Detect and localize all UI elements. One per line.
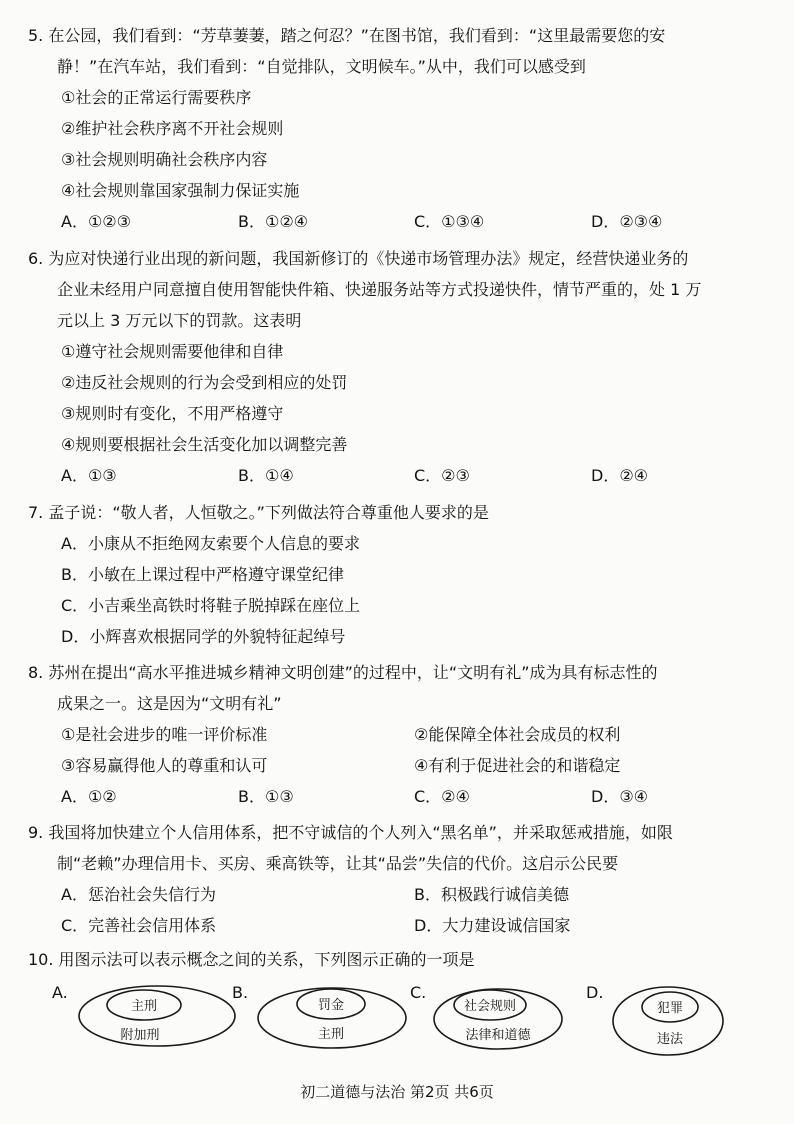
question-9-stem-line-1: 9. 我国将加快建立个人信用体系，把不守诚信的个人列入“黑名单”，并采取惩戒措施，如限 (28, 823, 673, 842)
question-8-option-4: ④有利于促进社会的和谐稳定 (414, 756, 621, 775)
question-8-choice-c[interactable]: C．②④ (414, 787, 470, 806)
question-7-option-b[interactable]: B．小敏在上课过程中严格遵守课堂纪律 (61, 565, 344, 584)
question-10 (28, 944, 754, 975)
figure-d-outer-label: 违法 (656, 1032, 684, 1047)
figure-b-inner-label: 罚金 (317, 998, 345, 1013)
question-6-stem-line-2: 企业未经用户同意擅自使用智能快件箱、快递服务站等方式投递快件，情节严重的，处 1 万 (57, 280, 702, 299)
question-9-option-c[interactable]: C．完善社会信用体系 (61, 916, 217, 935)
figure-a-inner-label: 主刑 (130, 999, 158, 1014)
question-6-stem-line-3: 元以上 3 万元以下的罚款。这表明 (57, 311, 302, 330)
question-6-choice-c[interactable]: C．②③ (414, 466, 470, 485)
question-8-option-1: ①是社会进步的唯一评价标准 (61, 725, 268, 744)
question-5-option-1: ①社会的正常运行需要秩序 (61, 88, 252, 107)
question-8-option-3: ③容易赢得他人的尊重和认可 (61, 756, 268, 775)
question-6-option-4: ④规则要根据社会生活变化加以调整完善 (61, 435, 348, 454)
figure-a-letter: A. (52, 983, 68, 1002)
figure-d-letter: D. (586, 983, 604, 1002)
question-9-option-d[interactable]: D．大力建设诚信国家 (414, 916, 571, 935)
question-8-options-row-1 (28, 719, 754, 750)
question-5-choices (28, 206, 754, 237)
question-5 (28, 20, 754, 237)
question-6-choice-d[interactable]: D．②④ (591, 466, 649, 485)
question-6-choice-b[interactable]: B．①④ (238, 466, 294, 485)
figure-option-a[interactable] (52, 983, 237, 1058)
question-9-options-row-1 (28, 879, 754, 910)
question-5-option-3: ③社会规则明确社会秩序内容 (61, 150, 268, 169)
question-5-option-4: ④社会规则靠国家强制力保证实施 (61, 181, 300, 200)
question-8 (28, 657, 754, 812)
question-9-option-a[interactable]: A．惩治社会失信行为 (61, 885, 216, 904)
question-6-choice-a[interactable]: A．①③ (61, 466, 117, 485)
page-footer: 初二道德与法治 第2页 共6页 (300, 1083, 494, 1101)
question-5-choice-c[interactable]: C．①③④ (414, 212, 485, 231)
question-9 (28, 817, 754, 941)
question-8-choice-d[interactable]: D．③④ (591, 787, 649, 806)
question-8-options-row-2 (28, 750, 754, 781)
figure-c-outer-label: 法律和道德 (465, 1028, 531, 1043)
figure-c-letter: C. (410, 983, 427, 1002)
figure-c-inner-label: 社会规则 (463, 999, 517, 1014)
figure-b-letter: B. (232, 983, 249, 1002)
question-5-stem-line-2: 静！”在汽车站，我们看到：“自觉排队，文明候车。”从中，我们可以感受到 (57, 57, 586, 76)
question-5-stem-line-1: 5. 在公园，我们看到：“芳草萋萋，踏之何忍？”在图书馆，我们看到：“这里最需要您的安 (28, 26, 666, 45)
figure-d-inner-label: 犯罪 (656, 1001, 684, 1016)
question-7-stem-line-1: 7. 孟子说：“敬人者，人恒敬之。”下列做法符合尊重他人要求的是 (28, 503, 489, 522)
question-7 (28, 497, 754, 652)
question-6-option-1: ①遵守社会规则需要他律和自律 (61, 342, 284, 361)
figure-a-diagram (52, 983, 237, 1058)
figure-b-diagram (232, 983, 417, 1058)
figure-b-outer-label: 主刑 (317, 1027, 345, 1042)
question-9-options-row-2 (28, 910, 754, 941)
question-7-option-c[interactable]: C．小吉乘坐高铁时将鞋子脱掉踩在座位上 (61, 596, 361, 615)
figure-option-b[interactable] (232, 983, 417, 1058)
question-5-choice-a[interactable]: A．①②③ (61, 212, 131, 231)
question-6-choices (28, 460, 754, 491)
question-10-stem-line-1: 10. 用图示法可以表示概念之间的关系，下列图示正确的一项是 (28, 950, 475, 969)
figure-c-diagram (410, 983, 595, 1058)
question-6-option-3: ③规则时有变化，不用严格遵守 (61, 404, 284, 423)
figure-d-diagram (586, 983, 771, 1058)
question-6 (28, 243, 754, 491)
question-8-choices (28, 781, 754, 812)
question-9-option-b[interactable]: B．积极践行诚信美德 (414, 885, 569, 904)
question-6-option-2: ②违反社会规则的行为会受到相应的处罚 (61, 373, 348, 392)
question-6-stem-line-1: 6. 为应对快递行业出现的新问题，我国新修订的《快递市场管理办法》规定，经营快递业务的 (28, 249, 689, 268)
question-9-stem-line-2: 制“老赖”办理信用卡、买房、乘高铁等，让其“品尝”失信的代价。这启示公民要 (57, 854, 619, 873)
question-5-choice-d[interactable]: D．②③④ (591, 212, 663, 231)
question-8-choice-a[interactable]: A．①② (61, 787, 117, 806)
question-5-choice-b[interactable]: B．①②④ (238, 212, 309, 231)
question-8-choice-b[interactable]: B．①③ (238, 787, 294, 806)
figure-option-c[interactable] (410, 983, 595, 1058)
question-8-stem-line-2: 成果之一。这是因为“文明有礼” (57, 694, 282, 713)
question-7-option-a[interactable]: A．小康从不拒绝网友索要个人信息的要求 (61, 534, 360, 553)
question-7-option-d[interactable]: D．小辉喜欢根据同学的外貌特征起绰号 (61, 627, 346, 646)
question-5-option-2: ②维护社会秩序离不开社会规则 (61, 119, 284, 138)
question-8-stem-line-1: 8. 苏州在提出“高水平推进城乡精神文明创建”的过程中，让“文明有礼”成为具有标志性的 (28, 663, 658, 682)
figure-a-outer-label: 附加刑 (120, 1028, 160, 1043)
figure-option-d[interactable] (586, 983, 771, 1058)
question-8-option-2: ②能保障全体社会成员的权利 (414, 725, 621, 744)
